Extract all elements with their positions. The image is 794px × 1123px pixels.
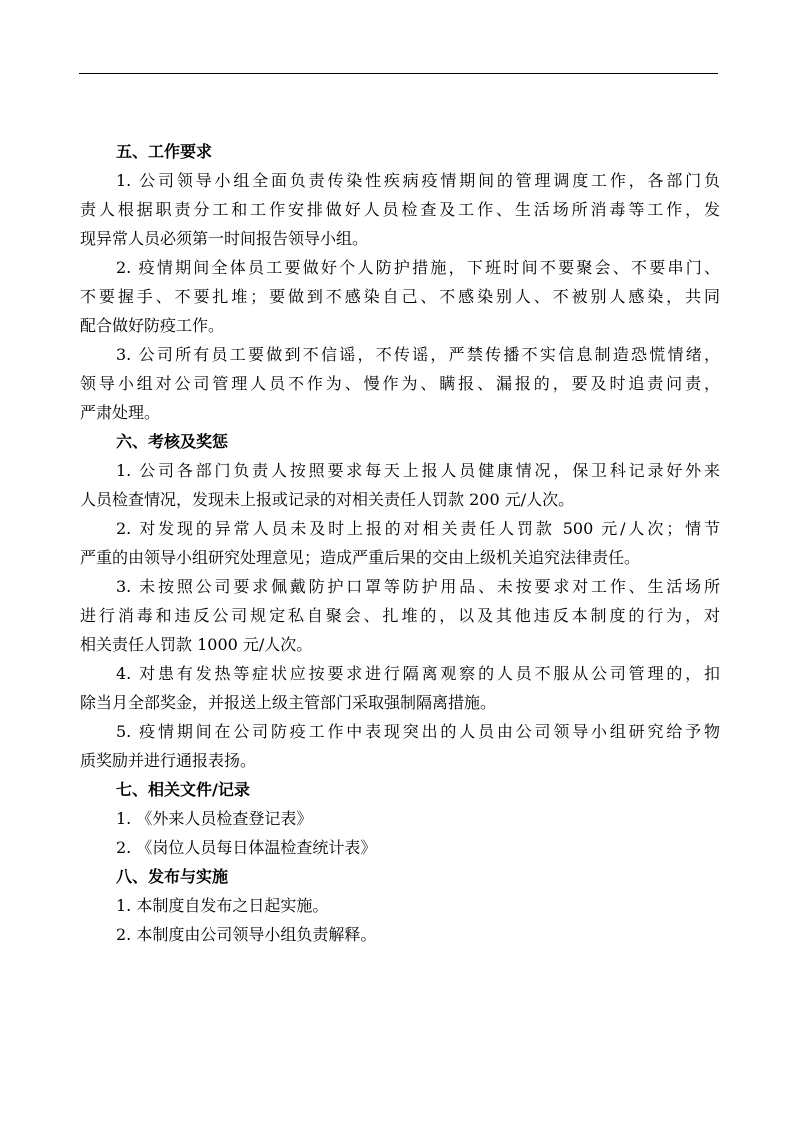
paragraph-line: 配合做好防疫工作。	[80, 316, 225, 335]
paragraph-line: 责人根据职责分工和工作安排做好人员检查及工作、生活场所消毒等工作，发	[80, 200, 720, 219]
paragraph-line: 4. 对患有发热等症状应按要求进行隔离观察的人员不服从公司管理的，扣	[116, 664, 720, 683]
paragraph-line: 领导小组对公司管理人员不作为、慢作为、瞒报、漏报的，要及时追责问责，	[80, 374, 720, 393]
paragraph-line: 1. 《外来人员检查登记表》	[116, 809, 313, 828]
section-heading-assessment: 六、考核及奖惩	[116, 432, 229, 451]
section-heading-work-requirements: 五、工作要求	[116, 142, 213, 161]
paragraph-line: 相关责任人罚款 1000 元/人次。	[80, 635, 313, 654]
paragraph-line: 2. 本制度由公司领导小组负责解释。	[116, 925, 377, 944]
paragraph-line: 1. 公司领导小组全面负责传染性疾病疫情期间的管理调度工作，各部门负	[116, 171, 720, 190]
document-body	[80, 137, 720, 949]
paragraph-line: 1. 公司各部门负责人按照要求每天上报人员健康情况，保卫科记录好外来	[116, 461, 720, 480]
paragraph-line: 3. 公司所有员工要做到不信谣，不传谣，严禁传播不实信息制造恐慌情绪，	[116, 345, 720, 364]
paragraph-line: 严重的由领导小组研究处理意见；造成严重后果的交由上级机关追究法律责任。	[80, 548, 641, 567]
paragraph-line: 不要握手、不要扎堆；要做到不感染自己、不感染别人、不被别人感染，共同	[80, 287, 720, 306]
paragraph-line: 5. 疫情期间在公司防疫工作中表现突出的人员由公司领导小组研究给予物	[116, 722, 720, 741]
paragraph-line: 2. 疫情期间全体员工要做好个人防护措施，下班时间不要聚会、不要串门、	[116, 258, 720, 277]
section-heading-release-implementation: 八、发布与实施	[116, 867, 229, 886]
paragraph-line: 2. 对发现的异常人员未及时上报的对相关责任人罚款 500 元/人次；情节	[116, 519, 720, 538]
header-rule	[79, 73, 718, 74]
paragraph-line: 质奖励并进行通报表扬。	[80, 751, 257, 770]
section-heading-related-documents: 七、相关文件/记录	[116, 780, 250, 799]
paragraph-line: 除当月全部奖金，并报送上级主管部门采取强制隔离措施。	[80, 693, 497, 712]
paragraph-line: 进行消毒和违反公司规定私自聚会、扎堆的，以及其他违反本制度的行为，对	[80, 606, 720, 625]
paragraph-line: 2. 《岗位人员每日体温检查统计表》	[116, 838, 377, 857]
paragraph-line: 现异常人员必须第一时间报告领导小组。	[80, 229, 369, 248]
paragraph-line: 严肃处理。	[80, 403, 161, 422]
paragraph-line: 人员检查情况，发现未上报或记录的对相关责任人罚款 200 元/人次。	[80, 490, 575, 509]
paragraph-line: 1. 本制度自发布之日起实施。	[116, 896, 329, 915]
paragraph-line: 3. 未按照公司要求佩戴防护口罩等防护用品、未按要求对工作、生活场所	[116, 577, 720, 596]
